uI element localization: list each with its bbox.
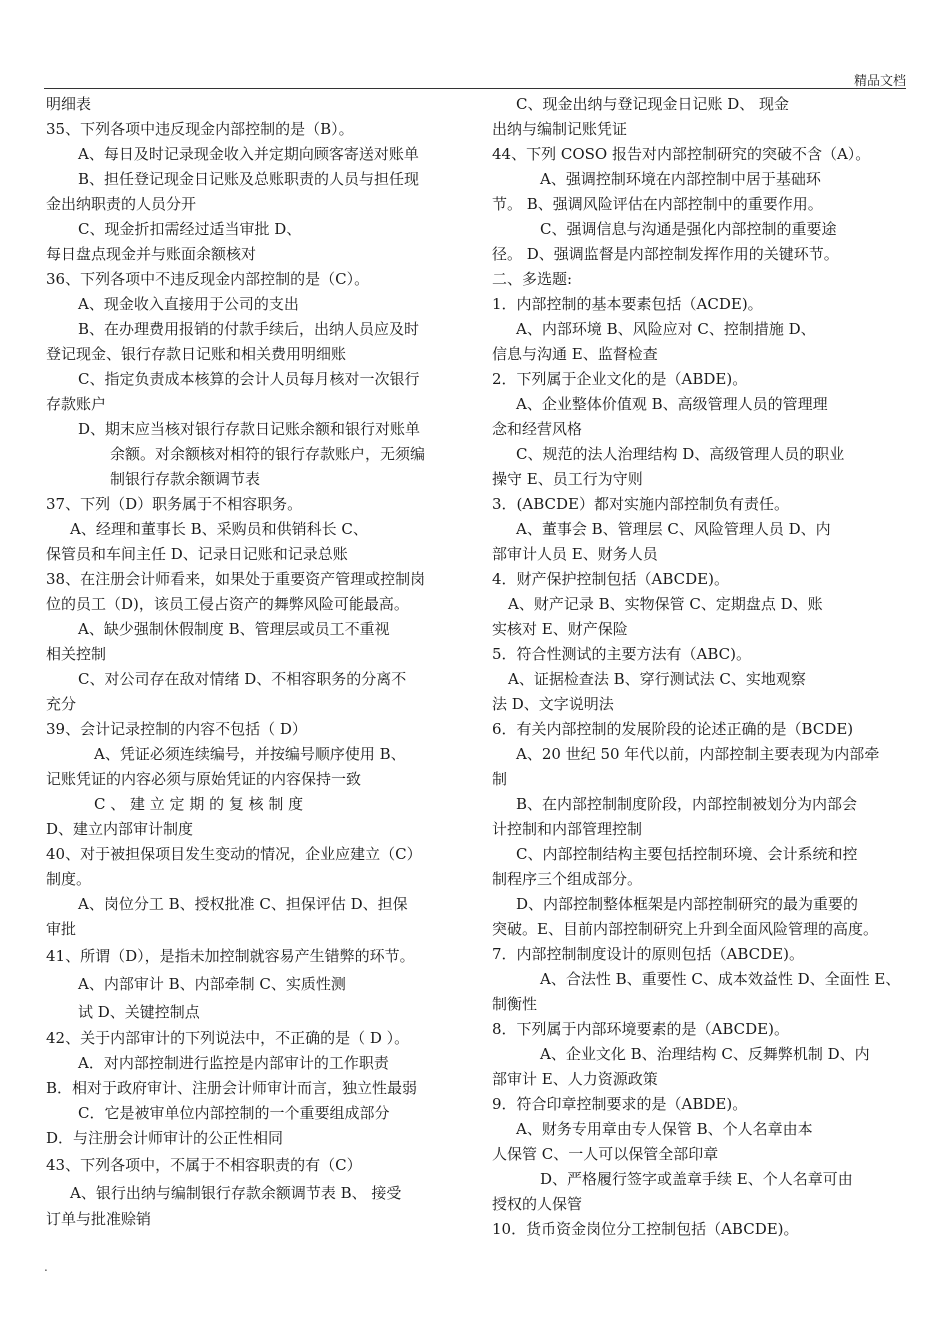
text-line: 39、会计记录控制的内容不包括（ D） [46,720,307,738]
text-line: 8．下列属于内部环境要素的是（ABCDE)。 [492,1020,789,1038]
right-column [492,92,906,1242]
text-line: A、董事会 B、管理层 C、风险管理人员 D、内 [516,520,831,538]
text-line: 审批 [46,920,77,938]
text-line: C．它是被审单位内部控制的一个重要组成部分 [78,1104,390,1122]
text-line: 6．有关内部控制的发展阶段的论述正确的是（BCDE) [492,720,854,738]
text-line: 节。 B、强调风险评估在内部控制中的重要作用。 [492,195,823,213]
text-line: 制程序三个组成部分。 [492,870,643,888]
text-line: 径。 D、强调监督是内部控制发挥作用的关键环节。 [492,245,839,263]
text-line: 每日盘点现金并与账面余额核对 [46,245,257,263]
text-line: A．对内部控制进行监控是内部审计的工作职责 [78,1054,389,1072]
text-line: 40、对于被担保项目发生变动的情况，企业应建立（C） [46,845,422,863]
text-line: 充分 [46,695,77,713]
text-line: A、强调控制环境在内部控制中居于基础环 [540,170,821,188]
text-line: A、经理和董事长 B、采购员和供销科长 C、 [70,520,368,538]
text-line: C、现金出纳与登记现金日记账 D、 现金 [516,95,790,113]
text-line: 突破。E、目前内部控制研究上升到全面风险管理的高度。 [492,920,878,938]
text-line: 9．符合印章控制要求的是（ABDE)。 [492,1095,748,1113]
text-line: 保管员和车间主任 D、记录日记账和记录总账 [46,545,348,563]
text-line: 2．下列属于企业文化的是（ABDE)。 [492,370,748,388]
text-line: B．相对于政府审计、注册会计师审计而言，独立性最弱 [46,1079,418,1097]
header-rule [44,88,906,89]
text-line: 37、下列（D）职务属于不相容职务。 [46,495,303,513]
left-column [46,92,460,1232]
text-line: 制衡性 [492,995,538,1013]
text-line: 存款账户 [46,395,107,413]
text-line: 制银行存款余额调节表 [110,470,261,488]
text-line: 44、下列 COSO 报告对内部控制研究的突破不含（A）。 [492,145,871,163]
text-line: 7．内部控制制度设计的原则包括（ABCDE)。 [492,945,804,963]
text-line: C、强调信息与沟通是强化内部控制的重要途 [540,220,837,238]
text-line: C、指定负责成本核算的会计人员每月核对一次银行 [78,370,420,388]
text-line: 制度。 [46,870,92,888]
text-line: 实核对 E、财产保险 [492,620,628,638]
text-line: C、内部控制结构主要包括控制环境、会计系统和控 [516,845,858,863]
text-line: 4．财产保护控制包括（ABCDE)。 [492,570,729,588]
text-line: 3．(ABCDE）都对实施内部控制负有责任。 [492,495,789,513]
text-line: A、每日及时记录现金收入并定期向顾客寄送对账单 [78,145,419,163]
text-line: A、证据检查法 B、穿行测试法 C、实地观察 [508,670,806,688]
text-line: 制 [492,770,508,788]
text-line: 二、多选题: [492,270,573,288]
text-line: 订单与批准赊销 [46,1210,152,1228]
text-line: A、缺少强制休假制度 B、管理层或员工不重视 [78,620,390,638]
text-line: D、严格履行签字或盖章手续 E、个人名章可由 [540,1170,853,1188]
text-line: C、现金折扣需经过适当审批 D、 [78,220,302,238]
text-line: 出纳与编制记账凭证 [492,120,628,138]
text-line: A、现金收入直接用于公司的支出 [78,295,299,313]
text-line: 计控制和内部管理控制 [492,820,643,838]
text-line: 36、下列各项中不违反现金内部控制的是（C）。 [46,270,370,288]
text-line: 35、下列各项中违反现金内部控制的是（B）。 [46,120,354,138]
text-line: A、凭证必须连续编号，并按编号顺序使用 B、 [94,745,406,763]
header-label: 精品文档 [853,74,906,89]
text-line: 明细表 [46,95,92,113]
text-line: 人保管 C、一人可以保管全部印章 [492,1145,719,1163]
text-line: 授权的人保管 [492,1195,583,1213]
footer-mark: . [44,1260,48,1274]
text-line: 余额。对余额核对相符的银行存款账户，无须编 [110,445,426,463]
text-line: 5．符合性测试的主要方法有（ABC)。 [492,645,752,663]
text-line: 部审计 E、人力资源政策 [492,1070,658,1088]
text-line: D．与注册会计师审计的公正性相同 [46,1129,284,1147]
text-line: A、财产记录 B、实物保管 C、定期盘点 D、账 [508,595,823,613]
text-line: 试 D、关键控制点 [78,1003,200,1021]
text-line: A、企业整体价值观 B、高级管理人员的管理理 [516,395,828,413]
text-line: 记账凭证的内容必须与原始凭证的内容保持一致 [46,770,362,788]
text-line: A、内部审计 B、内部牵制 C、实质性测 [78,975,346,993]
text-line: B、在办理费用报销的付款手续后，出纳人员应及时 [78,320,420,338]
text-line: 42、关于内部审计的下列说法中，不正确的是（ D ）。 [46,1029,410,1047]
text-line: 1．内部控制的基本要素包括（ACDE)。 [492,295,763,313]
text-line: A、内部环境 B、风险应对 C、控制措施 D、 [516,320,816,338]
text-line: C、规范的法人治理结构 D、高级管理人员的职业 [516,445,845,463]
text-line: B、在内部控制制度阶段，内部控制被划分为内部会 [516,795,858,813]
text-line: 41、所谓（D），是指未加控制就容易产生错弊的环节。 [46,947,415,965]
text-line: 部审计人员 E、财务人员 [492,545,658,563]
text-line: A、合法性 B、重要性 C、成本效益性 D、全面性 E、 [540,970,901,988]
text-line: C、对公司存在敌对情绪 D、不相容职务的分离不 [78,670,407,688]
text-line: 相关控制 [46,645,107,663]
text-line: D、建立内部审计制度 [46,820,194,838]
text-line: 念和经营风格 [492,420,583,438]
text-line: A、岗位分工 B、授权批准 C、担保评估 D、担保 [78,895,408,913]
text-line: A、20 世纪 50 年代以前，内部控制主要表现为内部牵 [516,745,880,763]
text-line: A、银行出纳与编制银行存款余额调节表 B、 接受 [70,1184,402,1202]
text-line: 登记现金、银行存款日记账和相关费用明细账 [46,345,347,363]
text-line: 信息与沟通 E、监督检查 [492,345,658,363]
text-line: 位的员工（D)，该员工侵占资产的舞弊风险可能最高。 [46,595,409,613]
text-line: 10．货币资金岗位分工控制包括（ABCDE)。 [492,1220,799,1238]
text-line: A、财务专用章由专人保管 B、个人名章由本 [516,1120,813,1138]
text-line: 金出纳职责的人员分开 [46,195,197,213]
text-line: B、担任登记现金日记账及总账职责的人员与担任现 [78,170,420,188]
text-line: A、企业文化 B、治理结构 C、反舞弊机制 D、内 [540,1045,870,1063]
text-line: 法 D、文字说明法 [492,695,614,713]
text-line: D、内部控制整体框架是内部控制研究的最为重要的 [516,895,859,913]
text-line: 43、下列各项中，不属于不相容职责的有（C） [46,1156,362,1174]
text-line: D、期末应当核对银行存款日记账余额和银行对账单 [78,420,421,438]
text-line: C 、 建 立 定 期 的 复 核 制 度 [94,795,304,813]
text-line: 操守 E、员工行为守则 [492,470,643,488]
text-line: 38、在注册会计师看来，如果处于重要资产管理或控制岗 [46,570,426,588]
